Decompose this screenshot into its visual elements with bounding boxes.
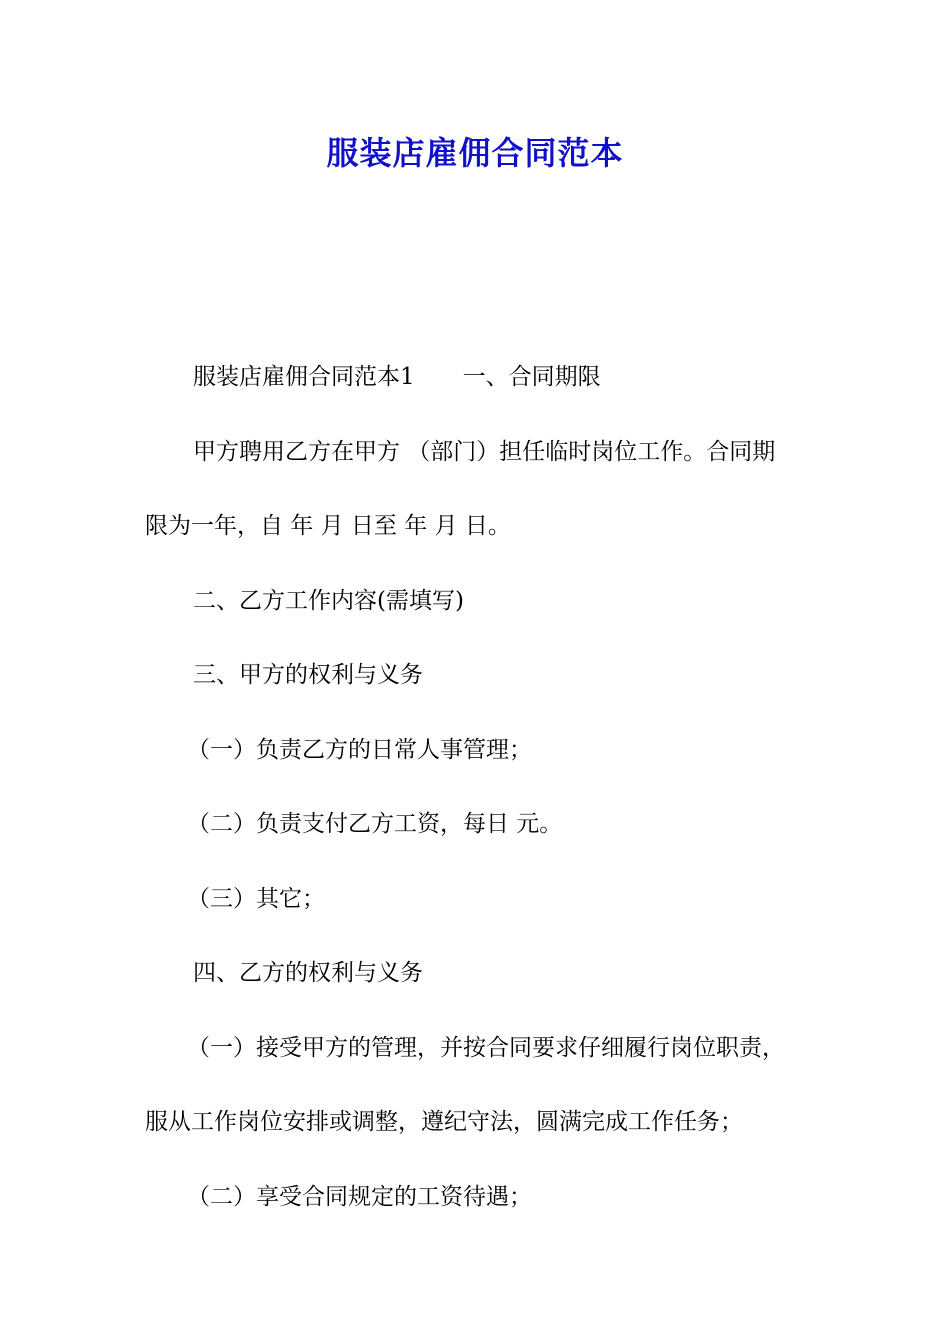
list-item: （一）接受甲方的管理，并按合同要求仔细履行岗位职责， (187, 1034, 785, 1061)
contract-heading: 服装店雇佣合同范本1 (193, 364, 415, 390)
section-heading: 四、乙方的权利与义务 (193, 960, 423, 986)
section-heading: 三、甲方的权利与义务 (193, 662, 423, 688)
paragraph-line: 限为一年，自 年 月 日至 年 月 日。 (145, 513, 511, 539)
list-item: （三）其它； (187, 885, 325, 912)
paragraph-line: 甲方聘用乙方在甲方 （部门）担任临时岗位工作。合同期 (193, 438, 776, 465)
paragraph-line: 服从工作岗位安排或调整，遵纪守法，圆满完成工作任务； (145, 1109, 743, 1135)
list-item: （二）享受合同规定的工资待遇； (187, 1183, 532, 1210)
document-body (145, 340, 825, 1234)
section-heading: 二、乙方工作内容(需填写) (193, 587, 464, 614)
section-heading: 一、合同期限 (462, 364, 601, 390)
paragraph-line (145, 340, 825, 415)
list-item: （二）负责支付乙方工资，每日 元。 (187, 811, 563, 837)
document-title: 服装店雇佣合同范本 (326, 134, 624, 172)
list-item: （一）负责乙方的日常人事管理； (187, 736, 532, 763)
